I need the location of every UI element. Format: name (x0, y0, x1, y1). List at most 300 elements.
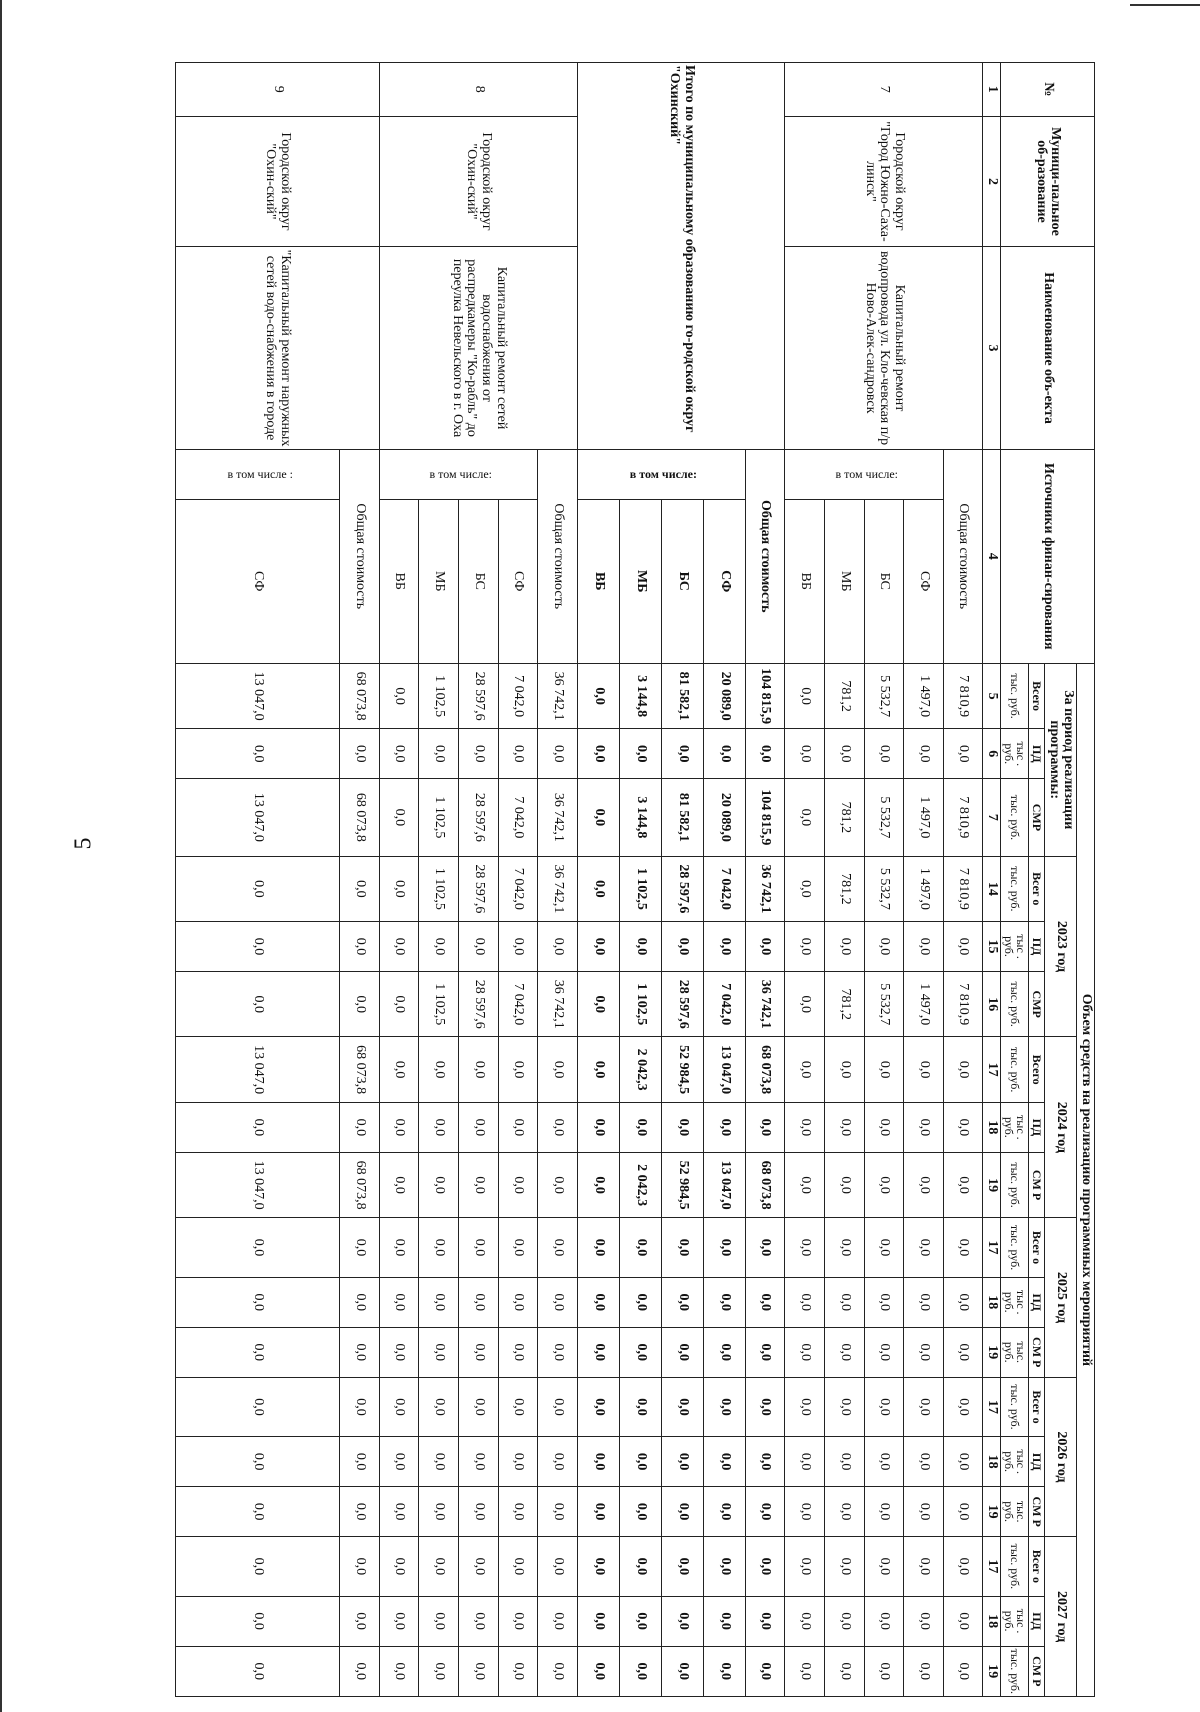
value-cell: 0,0 (577, 1646, 619, 1696)
value-cell: 81 582,1 (661, 663, 703, 728)
value-cell: 0,0 (379, 1102, 419, 1152)
value-cell: 5 532,7 (864, 779, 904, 856)
value-cell: 0,0 (864, 1596, 904, 1646)
value-cell: 0,0 (459, 1327, 499, 1377)
value-cell: 0,0 (904, 1537, 944, 1596)
source-type: СФ (176, 499, 340, 663)
value-cell: 0,0 (864, 1537, 904, 1596)
value-cell: 0,0 (419, 1327, 459, 1377)
source-type: МБ (419, 499, 459, 663)
value-cell: 0,0 (904, 1152, 944, 1217)
col-number: 19 (983, 1646, 1001, 1696)
value-cell: 7 042,0 (498, 663, 538, 728)
header-subcol: Всего (1029, 663, 1045, 728)
value-cell: 0,0 (459, 1646, 499, 1696)
value-cell: 0,0 (176, 1277, 340, 1327)
source-type: СФ (498, 499, 538, 663)
value-cell: 7 042,0 (498, 972, 538, 1037)
value-cell: 0,0 (785, 1277, 825, 1327)
scan-edge-line (0, 0, 2, 1712)
col-number: 17 (983, 1537, 1001, 1596)
value-cell: 0,0 (379, 729, 419, 779)
value-cell: 0,0 (904, 1437, 944, 1487)
header-unit: тыс. руб. (1001, 1037, 1029, 1102)
value-cell: 28 597,6 (661, 972, 703, 1037)
header-year: 2026 год (1044, 1377, 1076, 1536)
header-unit: тыс. руб. (1001, 663, 1029, 728)
value-cell: 0,0 (498, 1646, 538, 1696)
value-cell: 0,0 (459, 729, 499, 779)
value-cell: 0,0 (340, 1487, 380, 1537)
value-cell: 0,0 (577, 1487, 619, 1537)
source-incl-label: в том числе: (429, 466, 493, 481)
value-cell: 0,0 (176, 1596, 340, 1646)
col-number: 17 (983, 1037, 1001, 1102)
value-cell: 0,0 (340, 1102, 380, 1152)
value-cell: 0,0 (661, 1487, 703, 1537)
source-type: СФ (904, 499, 944, 663)
table-row (943, 63, 983, 1697)
source-incl (176, 449, 340, 499)
value-cell: 0,0 (419, 1487, 459, 1537)
value-cell: 0,0 (785, 1152, 825, 1217)
col-number: 17 (983, 1377, 1001, 1436)
value-cell: 0,0 (419, 729, 459, 779)
value-cell: 0,0 (785, 972, 825, 1037)
value-cell: 0,0 (538, 1646, 578, 1696)
header-unit: тыс . руб. (1001, 1102, 1029, 1152)
value-cell: 0,0 (864, 922, 904, 972)
col-number: 16 (983, 972, 1001, 1037)
header-subcol: Всег о (1029, 856, 1045, 921)
header-unit: тыс. руб. (1001, 779, 1029, 856)
item-object: "Капитальный ремонт наружных сетей водо-снабжения в городе (176, 247, 380, 449)
value-cell: 0,0 (661, 1537, 703, 1596)
value-cell: 0,0 (577, 1277, 619, 1327)
value-cell: 36 742,1 (745, 972, 785, 1037)
value-cell: 0,0 (419, 1037, 459, 1102)
value-cell: 0,0 (904, 1596, 944, 1646)
source-total: Общая стоимость (340, 449, 380, 663)
value-cell: 0,0 (498, 1218, 538, 1277)
value-cell: 2 042,3 (619, 1152, 661, 1217)
value-cell: 1 497,0 (904, 856, 944, 921)
value-cell: 0,0 (340, 729, 380, 779)
header-unit: тыс . руб. (1001, 1437, 1029, 1487)
source-incl (785, 449, 944, 499)
value-cell: 0,0 (419, 1437, 459, 1487)
item-municipal: Городской округ "Город Южно-Саха-линск" (785, 116, 983, 247)
item-no: 7 (785, 63, 983, 117)
value-cell: 5 532,7 (864, 663, 904, 728)
value-cell: 0,0 (904, 1327, 944, 1377)
value-cell: 0,0 (864, 1487, 904, 1537)
value-cell: 0,0 (176, 1327, 340, 1377)
value-cell: 0,0 (785, 922, 825, 972)
value-cell: 13 047,0 (703, 1037, 745, 1102)
value-cell: 0,0 (703, 1646, 745, 1696)
header-volume: Объем средств на реализацию программных мероприятий (1077, 663, 1095, 1696)
value-cell: 0,0 (379, 663, 419, 728)
value-cell: 0,0 (459, 1102, 499, 1152)
value-cell: 0,0 (943, 1037, 983, 1102)
value-cell: 0,0 (619, 1218, 661, 1277)
header-subcol: СМР (1029, 972, 1045, 1037)
value-cell: 0,0 (864, 729, 904, 779)
value-cell: 0,0 (864, 1327, 904, 1377)
value-cell: 0,0 (577, 1152, 619, 1217)
value-cell: 20 089,0 (703, 779, 745, 856)
value-cell: 0,0 (577, 1596, 619, 1646)
value-cell: 0,0 (824, 1037, 864, 1102)
header-object: Наименование объ-екта (1001, 247, 1095, 449)
value-cell: 0,0 (703, 1437, 745, 1487)
value-cell: 0,0 (538, 1327, 578, 1377)
value-cell: 0,0 (419, 1102, 459, 1152)
value-cell: 0,0 (904, 922, 944, 972)
header-year: 2027 год (1044, 1537, 1076, 1697)
value-cell: 0,0 (745, 1102, 785, 1152)
value-cell: 0,0 (619, 1487, 661, 1537)
value-cell: 28 597,6 (661, 856, 703, 921)
value-cell: 0,0 (498, 1152, 538, 1217)
value-cell: 0,0 (340, 972, 380, 1037)
col-number: 2 (983, 116, 1001, 247)
value-cell: 0,0 (824, 1437, 864, 1487)
header-subcol: ПД (1029, 729, 1045, 779)
header-municipal: Муници-пальное об-разование (1001, 116, 1095, 247)
value-cell: 0,0 (904, 1037, 944, 1102)
header-year: 2024 год (1044, 1037, 1076, 1218)
header-subcol: СМР (1029, 779, 1045, 856)
value-cell: 1 102,5 (619, 972, 661, 1037)
value-cell: 0,0 (498, 1102, 538, 1152)
value-cell: 0,0 (745, 1596, 785, 1646)
page-number: 5 (70, 837, 97, 850)
value-cell: 0,0 (703, 1537, 745, 1596)
source-type: БС (661, 499, 703, 663)
value-cell: 0,0 (498, 1596, 538, 1646)
rotated-table-wrapper (175, 62, 1095, 1697)
source-incl-label: в том числе: (835, 466, 898, 481)
value-cell: 0,0 (538, 1218, 578, 1277)
value-cell: 0,0 (176, 1102, 340, 1152)
col-number: 18 (983, 1596, 1001, 1646)
header-unit: тыс. руб. (1001, 1646, 1029, 1696)
value-cell: 0,0 (577, 1537, 619, 1596)
value-cell: 36 742,1 (538, 856, 578, 921)
col-number: 19 (983, 1487, 1001, 1537)
value-cell: 0,0 (785, 779, 825, 856)
value-cell: 0,0 (340, 1277, 380, 1327)
value-cell: 0,0 (538, 922, 578, 972)
value-cell: 0,0 (661, 1377, 703, 1436)
value-cell: 0,0 (176, 1218, 340, 1277)
value-cell: 7 810,9 (943, 779, 983, 856)
value-cell: 0,0 (943, 1152, 983, 1217)
source-incl (577, 449, 745, 499)
value-cell: 0,0 (864, 1152, 904, 1217)
value-cell: 0,0 (785, 663, 825, 728)
item-municipal: Городской округ "Охин-ский" (176, 116, 380, 247)
header-unit: тыс. руб. (1001, 1327, 1029, 1377)
value-cell: 1 497,0 (904, 972, 944, 1037)
value-cell: 28 597,6 (459, 856, 499, 921)
header-unit: тыс . руб. (1001, 1277, 1029, 1327)
value-cell: 0,0 (577, 779, 619, 856)
item-no: 8 (379, 63, 577, 117)
col-number: 18 (983, 1437, 1001, 1487)
value-cell: 0,0 (379, 1377, 419, 1436)
value-cell: 28 597,6 (459, 663, 499, 728)
value-cell: 0,0 (661, 1277, 703, 1327)
header-row-1 (1077, 63, 1095, 1697)
header-subcol: ПД (1029, 922, 1045, 972)
value-cell: 0,0 (176, 1537, 340, 1596)
value-cell: 0,0 (619, 1646, 661, 1696)
value-cell: 0,0 (785, 1646, 825, 1696)
header-unit: тыс . руб. (1001, 922, 1029, 972)
header-subcol: СМ Р (1029, 1152, 1045, 1217)
value-cell: 0,0 (459, 1277, 499, 1327)
value-cell: 1 497,0 (904, 663, 944, 728)
header-subcol: ПД (1029, 1277, 1045, 1327)
value-cell: 0,0 (904, 1646, 944, 1696)
value-cell: 1 102,5 (619, 856, 661, 921)
value-cell: 781,2 (824, 972, 864, 1037)
value-cell: 0,0 (864, 1377, 904, 1436)
value-cell: 0,0 (943, 1102, 983, 1152)
value-cell: 0,0 (943, 1327, 983, 1377)
header-subcol: СМ Р (1029, 1487, 1045, 1537)
value-cell: 1 102,5 (419, 663, 459, 728)
col-number: 6 (983, 729, 1001, 779)
value-cell: 0,0 (419, 1152, 459, 1217)
value-cell: 1 497,0 (904, 779, 944, 856)
itogo-title: Итого по муниципальному образованию го-родской округ "Охинский" (577, 63, 784, 450)
value-cell: 0,0 (577, 1437, 619, 1487)
value-cell: 0,0 (745, 1218, 785, 1277)
value-cell: 781,2 (824, 779, 864, 856)
value-cell: 0,0 (943, 1646, 983, 1696)
value-cell: 0,0 (577, 1037, 619, 1102)
value-cell: 0,0 (379, 1152, 419, 1217)
value-cell: 0,0 (619, 1596, 661, 1646)
value-cell: 0,0 (176, 729, 340, 779)
col-number: 4 (983, 449, 1001, 663)
value-cell: 0,0 (619, 1102, 661, 1152)
value-cell: 0,0 (340, 1327, 380, 1377)
value-cell: 0,0 (661, 922, 703, 972)
value-cell: 68 073,8 (340, 779, 380, 856)
value-cell: 0,0 (785, 1102, 825, 1152)
value-cell: 0,0 (745, 1327, 785, 1377)
value-cell: 13 047,0 (176, 1037, 340, 1102)
value-cell: 0,0 (785, 1596, 825, 1646)
value-cell: 0,0 (661, 1102, 703, 1152)
header-unit: тыс. руб. (1001, 1152, 1029, 1217)
value-cell: 0,0 (538, 1037, 578, 1102)
value-cell: 0,0 (943, 1218, 983, 1277)
value-cell: 0,0 (785, 1537, 825, 1596)
value-cell: 0,0 (498, 922, 538, 972)
header-subcol: Всего (1029, 1037, 1045, 1102)
value-cell: 0,0 (419, 1596, 459, 1646)
value-cell: 36 742,1 (538, 972, 578, 1037)
value-cell: 0,0 (785, 856, 825, 921)
value-cell: 0,0 (904, 1377, 944, 1436)
value-cell: 0,0 (864, 1037, 904, 1102)
value-cell: 0,0 (498, 1437, 538, 1487)
value-cell: 0,0 (538, 1487, 578, 1537)
value-cell: 68 073,8 (745, 1152, 785, 1217)
value-cell: 0,0 (619, 1277, 661, 1327)
value-cell: 0,0 (498, 1487, 538, 1537)
value-cell: 0,0 (459, 1596, 499, 1646)
value-cell: 36 742,1 (538, 663, 578, 728)
value-cell: 0,0 (703, 1277, 745, 1327)
header-unit: тыс. руб. (1001, 1537, 1029, 1596)
col-number: 17 (983, 1218, 1001, 1277)
value-cell: 0,0 (943, 1277, 983, 1327)
value-cell: 1 102,5 (419, 779, 459, 856)
value-cell: 0,0 (703, 922, 745, 972)
value-cell: 0,0 (538, 1277, 578, 1327)
value-cell: 0,0 (619, 922, 661, 972)
value-cell: 0,0 (619, 729, 661, 779)
value-cell: 0,0 (943, 1487, 983, 1537)
value-cell: 2 042,3 (619, 1037, 661, 1102)
header-unit: тыс. руб. (1001, 1218, 1029, 1277)
header-subcol: СМ Р (1029, 1327, 1045, 1377)
header-subcol: ПД (1029, 1437, 1045, 1487)
value-cell: 0,0 (943, 922, 983, 972)
value-cell: 0,0 (379, 1596, 419, 1646)
value-cell: 0,0 (577, 1102, 619, 1152)
header-unit: тыс. руб. (1001, 1377, 1029, 1436)
value-cell: 0,0 (943, 1596, 983, 1646)
value-cell: 0,0 (703, 1327, 745, 1377)
value-cell: 0,0 (661, 1437, 703, 1487)
value-cell: 20 089,0 (703, 663, 745, 728)
value-cell: 0,0 (340, 856, 380, 921)
value-cell: 0,0 (577, 1327, 619, 1377)
value-cell: 0,0 (176, 1377, 340, 1436)
program-funding-table (175, 62, 1095, 1697)
value-cell: 13 047,0 (176, 779, 340, 856)
col-number: 18 (983, 1102, 1001, 1152)
value-cell: 0,0 (176, 922, 340, 972)
value-cell: 0,0 (379, 1218, 419, 1277)
header-no: № (1001, 63, 1095, 117)
value-cell: 0,0 (379, 972, 419, 1037)
value-cell: 0,0 (498, 1537, 538, 1596)
value-cell: 0,0 (498, 1377, 538, 1436)
value-cell: 0,0 (498, 1327, 538, 1377)
value-cell: 0,0 (340, 1377, 380, 1436)
value-cell: 0,0 (459, 1377, 499, 1436)
source-type: ВБ (577, 499, 619, 663)
source-total: Общая стоимость (538, 449, 578, 663)
value-cell: 3 144,8 (619, 663, 661, 728)
value-cell: 0,0 (745, 922, 785, 972)
value-cell: 52 984,5 (661, 1152, 703, 1217)
header-unit: тыс. руб. (1001, 1487, 1029, 1537)
value-cell: 0,0 (864, 1277, 904, 1327)
col-number: 7 (983, 779, 1001, 856)
value-cell: 0,0 (904, 1277, 944, 1327)
value-cell: 0,0 (864, 1437, 904, 1487)
value-cell: 104 815,9 (745, 779, 785, 856)
header-unit: тыс. руб. (1001, 972, 1029, 1037)
value-cell: 0,0 (577, 1377, 619, 1436)
value-cell: 0,0 (459, 1437, 499, 1487)
source-total: Общая стоимость (745, 449, 785, 663)
value-cell: 0,0 (745, 729, 785, 779)
value-cell: 0,0 (459, 1152, 499, 1217)
value-cell: 0,0 (379, 1037, 419, 1102)
value-cell: 0,0 (785, 1037, 825, 1102)
value-cell: 0,0 (176, 1437, 340, 1487)
header-unit: тыс . руб. (1001, 729, 1029, 779)
col-number: 3 (983, 247, 1001, 449)
value-cell: 0,0 (498, 1037, 538, 1102)
value-cell: 0,0 (538, 1152, 578, 1217)
value-cell: 0,0 (864, 1102, 904, 1152)
value-cell: 0,0 (943, 1437, 983, 1487)
value-cell: 781,2 (824, 663, 864, 728)
value-cell: 0,0 (577, 972, 619, 1037)
col-number: 1 (983, 63, 1001, 117)
value-cell: 0,0 (943, 729, 983, 779)
col-number: 19 (983, 1152, 1001, 1217)
header-numbers-row (983, 63, 1001, 1697)
value-cell: 0,0 (498, 1277, 538, 1327)
value-cell: 0,0 (538, 1377, 578, 1436)
value-cell: 0,0 (661, 1646, 703, 1696)
value-cell: 0,0 (745, 1277, 785, 1327)
value-cell: 7 810,9 (943, 663, 983, 728)
value-cell: 0,0 (864, 1646, 904, 1696)
value-cell: 1 102,5 (419, 972, 459, 1037)
header-subcol: СМ Р (1029, 1646, 1045, 1696)
header-source: Источники финан-сирования (1001, 449, 1095, 663)
header-subcol: Всег о (1029, 1218, 1045, 1277)
value-cell: 0,0 (340, 922, 380, 972)
value-cell: 0,0 (379, 1487, 419, 1537)
source-type: БС (459, 499, 499, 663)
header-unit: тыс. руб. (1001, 856, 1029, 921)
value-cell: 0,0 (577, 729, 619, 779)
value-cell: 0,0 (785, 1377, 825, 1436)
value-cell: 0,0 (498, 729, 538, 779)
value-cell: 0,0 (459, 922, 499, 972)
value-cell: 0,0 (379, 922, 419, 972)
value-cell: 0,0 (824, 922, 864, 972)
value-cell: 0,0 (745, 1437, 785, 1487)
value-cell: 68 073,8 (340, 1152, 380, 1217)
value-cell: 7 042,0 (703, 856, 745, 921)
col-number: 5 (983, 663, 1001, 728)
value-cell: 0,0 (419, 1537, 459, 1596)
value-cell: 0,0 (176, 1646, 340, 1696)
item-no: 9 (176, 63, 380, 117)
scan-edge-line-top (1130, 4, 1200, 6)
value-cell: 104 815,9 (745, 663, 785, 728)
value-cell: 13 047,0 (176, 663, 340, 728)
value-cell: 13 047,0 (703, 1152, 745, 1217)
value-cell: 781,2 (824, 856, 864, 921)
